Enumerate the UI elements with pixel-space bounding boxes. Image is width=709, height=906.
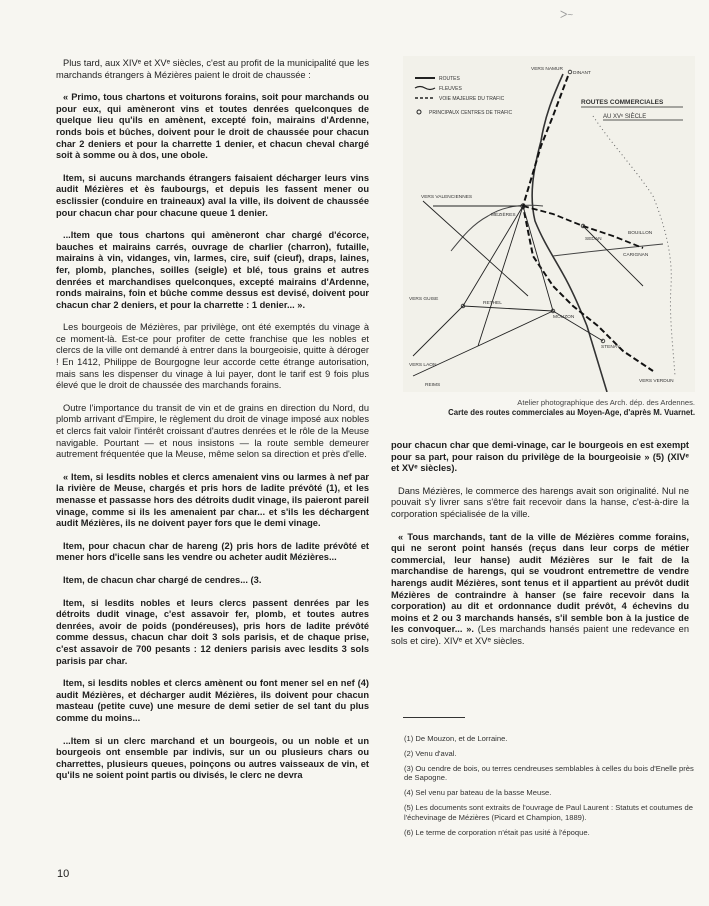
corner-mark: ᐳ~ [560,10,574,21]
page-number: 10 [57,868,70,880]
quote-paragraph: ...Item que tous chartons qui amèneront char chargé d'écorce, bauches et mairains carrés, ouvrage de charlier (charron), futaille, mairains à vin, vidanges, vin, larmes, cire, suif (cieuf), draps, laines, fer, plomb, planches, soilles (seigle) et blé, tous grains et autres denrées et marchandises quelconques, excepté mairains d'Ardenne, ronds mairains, foin et bûche comme dessus est devisé, doivent pour chacun char 2 deniers, et pour la charrette : 1 denier... ». [56,230,369,310]
footnote: (5) Les documents sont extraits de l'ouvrage de Paul Laurent : Statuts et coutumes de l'échevinage de Mézières (Picard et Champion, 1889). [404,802,693,822]
footnotes [404,734,694,842]
trade-routes-map [403,56,695,392]
paragraph: Dans Mézières, le commerce des harengs avait son originalité. Nul ne pouvait s'y livrer sans s'être fait recevoir dans la hanse, c'est-à-dire la corporation spécialisée de la ville. [391,485,689,519]
place-label: VERS VERDUN [639,379,674,384]
quote-paragraph: « Primo, tous chartons et voiturons forains, soit pour marchands ou pour eux, qui amèneront vins et toutes denrées quelconques de quelque lieu qu'ils en amènent, excepté foin, mairains d'Ardenne, ronds bois et bûches, doivent pour le droit de chaussée pour chacun char 2 deniers et pour la charrette 1 denier, et chacun cheval chargé soit à somme ou à dos, une obole. [56,92,369,161]
footnote: (6) Le terme de corporation n'était pas usité à l'époque. [404,827,590,837]
quote-paragraph: Item, de chacun char chargé de cendres... (3. [63,574,262,585]
place-label: SEDAN [585,237,602,242]
legend-label: ROUTES [439,76,460,82]
quote-text: « Tous marchands, tant de la ville de Mézières comme forains, qui ne seront point hansés (reçus dans leur corps de métier commercial, leur hanse) audit Mézières sur le fait de la marchandise de harengs, qui se voudront entremettre de vendre harengs audit Mézières, sont tenus et il appartient au prévôt dudit Mézières de contraindre à hanser (se faire recevoir dans la corporation) au dit et ordonnance dudit prévôt, 4 échevins du moins et 2 ou 3 marchands hansés, s'il semble bon à la justice de les convoquer... ». [391,531,689,635]
place-label: RETHEL [483,301,502,306]
map-legend [415,76,513,116]
place-label: REIMS [425,383,441,388]
legend-label: PRINCIPAUX CENTRES DE TRAFIC [429,110,513,116]
place-label: VERS GUISE [409,297,439,302]
legend-label: FLEUVES [439,86,462,92]
meuse-river [532,74,607,392]
paragraph: Plus tard, aux XIVᵉ et XVᵉ siècles, c'est au profit de la municipalité que les marchands étrangers à Mézières paient le droit de chaussée : [56,58,369,80]
footnote-rule [403,717,465,718]
place-label: MOUZON [553,315,575,320]
legend-label: VOIE MAJEURE DU TRAFIC [439,96,505,102]
footnote: (4) Sel venu par bateau de la basse Meuse. [404,788,552,798]
quote-paragraph: Item, si aucuns marchands étrangers faisaient décharger leurs vins audit Mézières et ès faubourgs, et depuis les fassent mener ou esclissier (conduire en traineaux) aval la ville, ils doivent de chaussée pour chacun char pour chacune queue 1 denier. [56,172,369,218]
major-route [523,206,643,248]
quote-paragraph: Item, si lesdits nobles et leurs clercs passent denrées par les détroits dudit vinage, c'est assavoir fer, plomb, et toutes autres denrées, avoir de poids (pondéreuses), pris hors de ladite prévôté comme dessus, chacun char doit 3 sols parisis, et de chaque prise, c'est assavoir de 700 pesants : 12 deniers parisis avec lesdits 3 sols parisis par char. [56,597,369,666]
place-label: MÉZIÈRES [491,213,516,218]
quote-paragraph: ...Item si un clerc marchand et un bourgeois, ou un noble et un bourgeois ont ensemble par indivis, sur un ou plusieurs chars ou charrettes, plusieurs queues, poinçons ou autres vaisseaux de vin, et qu'ils ne soient point partis ou divisés, le clerc ne devra [56,735,369,781]
map-subtitle: AU XVᵉ SIÈCLE [603,114,647,120]
map-title: ROUTES COMMERCIALES [581,99,664,106]
map-credit: Atelier photographique des Arch. dép. des Ardennes. [517,398,695,407]
right-column [391,440,689,659]
left-column [56,58,369,793]
map-caption: Carte des routes commerciales au Moyen-Age, d'après M. Vuarnet. [448,408,695,417]
place-label: STENAY [601,345,620,350]
quote-paragraph: « Item, si lesdits nobles et clercs amenaient vins ou larmes à nef par la rivière de Meuse, chargés et pris hors de ladite prévôté (1), et les menasse et passasse hors des détroits dudit vinage, ils paieront pareil vinage, comme si ils les amenaient par char... et s'ils les déchargent audit Mézières, ils ne doivent payer fors que le demi vinage. [56,471,369,529]
paragraph: Outre l'importance du transit de vin et de grains en direction du Nord, du plomb arrivant d'Empire, le règlement du droit de vinage imposé aux nobles et clercs fait valoir l'intérêt croissant d'autres denrées et le rôle de la Meuse navigable. Pourtant — et nous insistons — la route semble demeurer autrement fréquentée que la Meuse, même selon sa direction et près d'elle. [56,402,369,460]
place-label: BOUILLON [628,231,653,236]
footnote: (2) Venu d'aval. [404,748,457,758]
place-label: CARIGNAN [623,253,649,258]
quote-paragraph: Item, pour chacun char de hareng (2) pris hors de ladite prévôté et mener hors d'icelle sans les vendre ou acheter audit Mézières... [56,540,369,563]
place-label: DINANT [573,71,591,76]
map-drawing [403,56,695,392]
tail-text: (Les marchands hansés paient une redevance en sols et cire). XIVᵉ et XVᵉ siècles. [391,624,690,646]
frontier-line [593,116,675,376]
footnote: (1) De Mouzon, et de Lorraine. [404,734,508,743]
quote-paragraph: Item, si lesdits nobles et clercs amènent ou font mener sel en nef (4) audit Mézières, et décharger audit Mézières, ils doivent pour chacun masteau (petite cuve) une mesure de demi setier de sel tant du plus comme du moins... [56,678,369,723]
paragraph-with-tail [391,532,689,648]
paragraph: Les bourgeois de Mézières, par privilège, ont été exemptés du vinage à ce moment-là. Est-ce pour profiter de cette franchise que les nobles et clercs de la ville ont demandé à entrer dans la bourgeoisie, quitte à déroger ! En 1412, Philippe de Bourgogne leur accorde cette étrange autorisation, mais sans les dispenser du vinage à lui payer, dont le tarif est 9 fois plus élevé que le droit de chaussée des marchands forains. [56,322,369,391]
place-label: VERS NAMUR [531,67,563,72]
place-label: VERS LAON [409,363,437,368]
place-label: VERS VALENCIENNES [421,195,473,200]
footnote: (3) Ou cendre de bois, ou terres cendreuses semblables à celles du bois d'Enelle près de Sapogne. [404,763,694,783]
quote-paragraph: pour chacun char que demi-vinage, car le bourgeois en est exempt pour sa part, pour raison du privilège de la bourgeoisie » (5) (XIVᵉ et XVᵉ siècles). [391,440,689,474]
